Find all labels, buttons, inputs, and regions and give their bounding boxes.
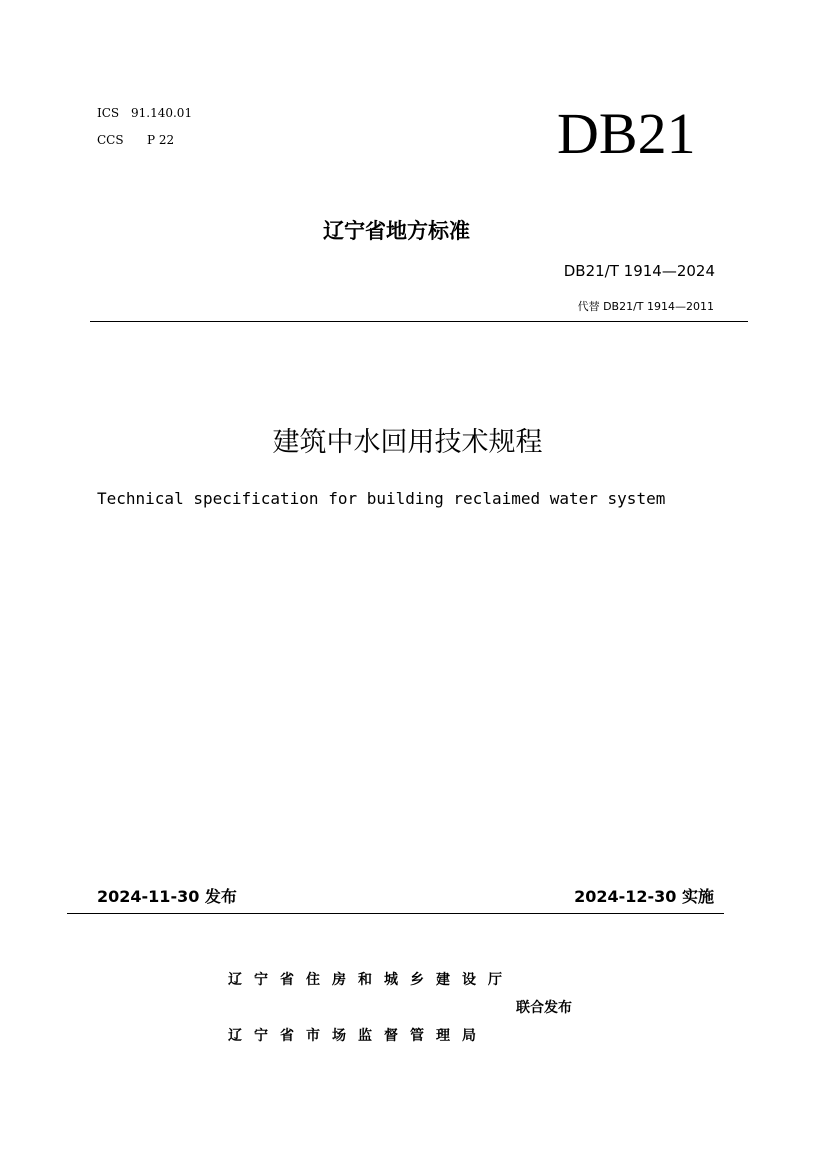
ccs-value: P 22	[147, 133, 175, 147]
title-english: Technical specification for building reclaimed water system	[97, 489, 666, 508]
standard-type: 辽宁省地方标准	[323, 219, 470, 243]
standard-number: DB21/T 1914—2024	[563, 262, 715, 280]
issuer-dept-1: 辽宁省住房和城乡建设厅	[228, 972, 514, 988]
bottom-divider	[67, 913, 724, 914]
implement-date: 2024-12-30 实施	[574, 887, 714, 906]
ics-label: ICS	[97, 106, 120, 120]
publish-date: 2024-11-30 发布	[97, 887, 237, 906]
standard-mark: DB21	[557, 101, 696, 166]
title-chinese: 建筑中水回用技术规程	[272, 427, 543, 458]
ics-line	[97, 106, 192, 120]
top-divider	[90, 321, 748, 322]
joint-publish-label: 联合发布	[516, 1000, 572, 1016]
ccs-line	[97, 133, 174, 147]
ics-value: 91.140.01	[131, 106, 193, 120]
ccs-label: CCS	[97, 133, 124, 147]
replaces-note: 代替 DB21/T 1914—2011	[577, 300, 714, 313]
issuer-dept-2: 辽宁省市场监督管理局	[228, 1028, 488, 1044]
